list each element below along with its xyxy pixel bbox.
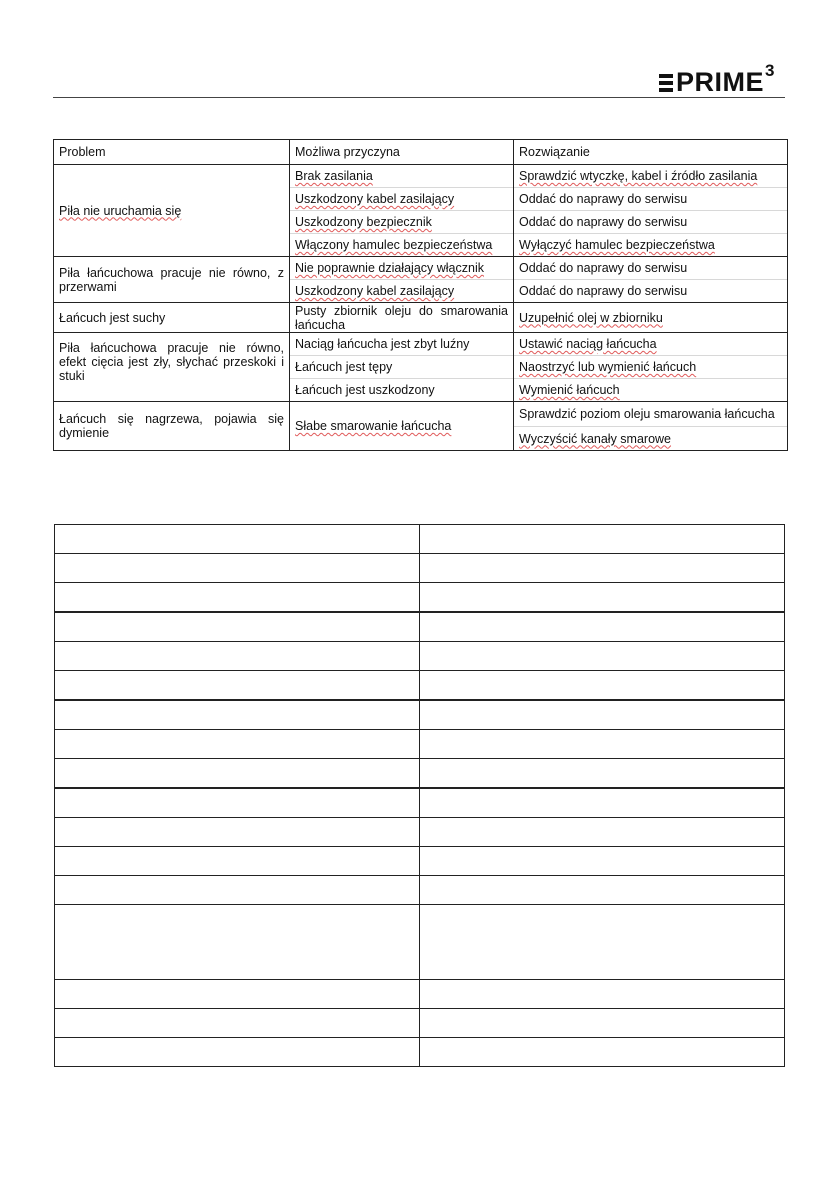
solution-text: Oddać do naprawy do serwisu — [519, 215, 688, 229]
empty-table-row — [55, 642, 784, 671]
header-divider — [53, 97, 785, 98]
table-row — [54, 333, 788, 402]
empty-table-cell — [55, 818, 420, 846]
empty-table-cell — [420, 730, 784, 758]
empty-table-row — [55, 789, 784, 818]
empty-table-cell — [55, 1038, 420, 1066]
empty-table-cell — [420, 1009, 784, 1037]
empty-spec-table — [54, 524, 785, 1067]
cause-text: Uszkodzony kabel zasilający — [295, 192, 455, 206]
empty-table-row — [55, 847, 784, 876]
cause-text: Słabe smarowanie łańcucha — [295, 419, 452, 433]
header-problem: Problem — [54, 140, 290, 165]
empty-table-cell — [420, 525, 784, 553]
empty-table-cell — [55, 905, 420, 979]
solution-text: Sprawdzić poziom oleju smarowania łańcucha — [519, 407, 775, 421]
solution-text: Oddać do naprawy do serwisu — [519, 284, 688, 298]
empty-table-row — [55, 554, 784, 583]
cause-text: Nie poprawnie działający włącznik — [295, 261, 484, 275]
problem-cell: Łańcuch się nagrzewa, pojawia się dymienie — [54, 402, 290, 451]
cause-text: Brak zasilania — [295, 169, 373, 183]
cause-cell — [290, 257, 514, 303]
solution-cell — [514, 257, 788, 303]
empty-table-cell — [420, 554, 784, 582]
empty-table-cell — [420, 583, 784, 611]
cause-cell — [290, 165, 514, 257]
brand-name: PRIME — [676, 67, 765, 97]
empty-table-cell — [420, 701, 784, 729]
empty-table-row — [55, 671, 784, 701]
solution-cell — [514, 165, 788, 257]
empty-table-row — [55, 583, 784, 613]
empty-table-row — [55, 818, 784, 847]
table-row — [54, 257, 788, 303]
empty-table-cell — [420, 642, 784, 670]
cause-text: Naciąg łańcucha jest zbyt luźny — [295, 337, 470, 351]
empty-table-cell — [420, 759, 784, 787]
empty-table-cell — [55, 980, 420, 1008]
empty-table-cell — [420, 980, 784, 1008]
solution-cell — [514, 402, 788, 451]
solution-text: Naostrzyć lub wymienić łańcuch — [519, 360, 697, 374]
empty-table-cell — [55, 583, 420, 611]
empty-table-cell — [420, 671, 784, 699]
cause-text: Łańcuch jest tępy — [295, 360, 393, 374]
solution-text: Wymienić łańcuch — [519, 383, 620, 397]
solution-text: Ustawić naciąg łańcucha — [519, 337, 657, 351]
empty-table-cell — [55, 701, 420, 729]
cause-cell — [290, 402, 514, 451]
cause-text: Uszkodzony kabel zasilający — [295, 284, 455, 298]
empty-table-row — [55, 613, 784, 642]
empty-table-row — [55, 980, 784, 1009]
brand-superscript: 3 — [765, 61, 775, 80]
table-row — [54, 303, 788, 333]
problem-cell: Łańcuch jest suchy — [54, 303, 290, 333]
empty-table-cell — [420, 789, 784, 817]
solution-text: Wyłączyć hamulec bezpieczeństwa — [519, 238, 715, 252]
solution-text: Uzupełnić olej w zbiorniku — [519, 310, 663, 325]
empty-table-row — [55, 876, 784, 905]
cause-text: Uszkodzony bezpiecznik — [295, 215, 432, 229]
solution-text: Oddać do naprawy do serwisu — [519, 192, 688, 206]
empty-table-cell — [55, 554, 420, 582]
empty-table-cell — [55, 789, 420, 817]
empty-table-row — [55, 905, 784, 980]
cause-text: Włączony hamulec bezpieczeństwa — [295, 238, 493, 252]
logo-bars-icon — [659, 74, 673, 92]
empty-table-cell — [420, 905, 784, 979]
empty-table-cell — [55, 759, 420, 787]
empty-table-cell — [420, 818, 784, 846]
solution-text: Sprawdzić wtyczkę, kabel i źródło zasilania — [519, 169, 758, 183]
header-solution: Rozwiązanie — [514, 140, 788, 165]
header-cause: Możliwa przyczyna — [290, 140, 514, 165]
empty-table-cell — [420, 1038, 784, 1066]
empty-table-row — [55, 1009, 784, 1038]
empty-table-cell — [55, 876, 420, 904]
solution-text: Wyczyścić kanały smarowe — [519, 431, 672, 446]
solution-cell — [514, 303, 788, 333]
empty-table-cell — [420, 847, 784, 875]
problem-cell: Piła łańcuchowa pracuje nie równo, z przerwami — [54, 257, 290, 303]
table-row — [54, 402, 788, 451]
empty-table-cell — [55, 847, 420, 875]
empty-table-row — [55, 730, 784, 759]
troubleshooting-table — [53, 139, 788, 451]
empty-table-cell — [55, 730, 420, 758]
table-header-row — [54, 140, 788, 165]
cause-text: Łańcuch jest uszkodzony — [295, 383, 435, 397]
solution-cell — [514, 333, 788, 402]
empty-table-row — [55, 1038, 784, 1067]
empty-table-cell — [420, 876, 784, 904]
cause-cell: Pusty zbiornik oleju do smarowania łańcucha — [290, 303, 514, 333]
empty-table-row — [55, 759, 784, 789]
solution-text: Oddać do naprawy do serwisu — [519, 261, 688, 275]
empty-table-cell — [55, 613, 420, 641]
empty-table-cell — [55, 642, 420, 670]
problem-cell: Piła nie uruchamia się — [54, 165, 290, 257]
empty-table-row — [55, 525, 784, 554]
empty-table-cell — [55, 1009, 420, 1037]
empty-table-cell — [55, 671, 420, 699]
table-row — [54, 165, 788, 257]
cause-cell — [290, 333, 514, 402]
brand-logo — [659, 60, 774, 96]
empty-table-row — [55, 701, 784, 730]
empty-table-cell — [420, 613, 784, 641]
problem-cell: Piła łańcuchowa pracuje nie równo, efekt cięcia jest zły, słychać przeskoki i stuki — [54, 333, 290, 402]
empty-table-cell — [55, 525, 420, 553]
